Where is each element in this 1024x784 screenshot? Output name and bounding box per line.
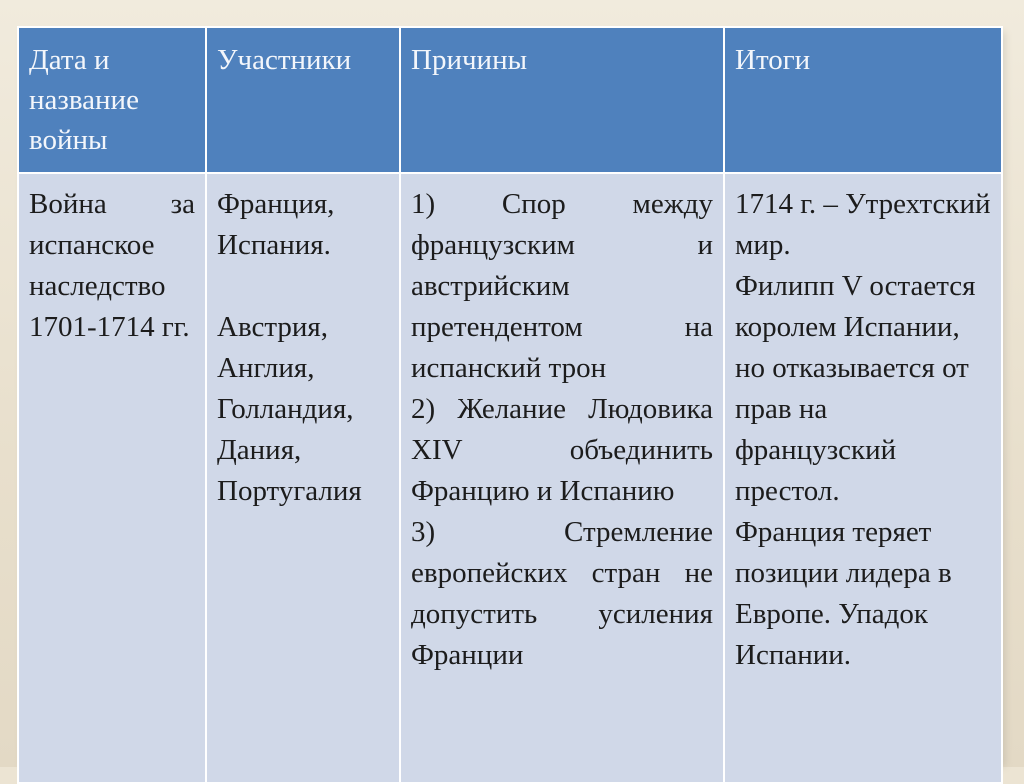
result-item: Франция теряет позиции лидера в Европе. Упадок Испании.	[735, 516, 952, 671]
result-item: 1714 г. – Утрехтский мир.	[735, 188, 991, 261]
cell-date-name: Война за испанское наследство 1701-1714 гг.	[18, 173, 206, 783]
cell-results	[724, 173, 1002, 783]
cell-causes	[400, 173, 724, 783]
participant-item: Англия,	[217, 352, 315, 384]
participant-item: Дания,	[217, 434, 302, 466]
table-header-row	[18, 27, 1002, 173]
result-item: Филипп V остается королем Испании, но отказывается от прав на французский престол.	[735, 270, 976, 507]
table-row	[18, 173, 1002, 783]
header-participants: Участники	[206, 27, 400, 173]
cause-item: 2) Желание Людовика XIV объединить Францию и Испанию	[411, 393, 713, 507]
participant-item: Португалия	[217, 475, 362, 507]
participant-item: Австрия,	[217, 311, 328, 343]
header-causes: Причины	[400, 27, 724, 173]
wars-table	[17, 26, 1003, 784]
cell-participants	[206, 173, 400, 783]
participants-group-1: Франция, Испания.	[217, 188, 335, 261]
cause-item: 1) Спор между французским и австрийским претендентом на испанский трон	[411, 188, 713, 384]
cause-item: 3) Стремление европейских стран не допустить усиления Франции	[411, 516, 713, 671]
header-results: Итоги	[724, 27, 1002, 173]
header-date-name: Дата и название войны	[18, 27, 206, 173]
participant-item: Голландия,	[217, 393, 354, 425]
